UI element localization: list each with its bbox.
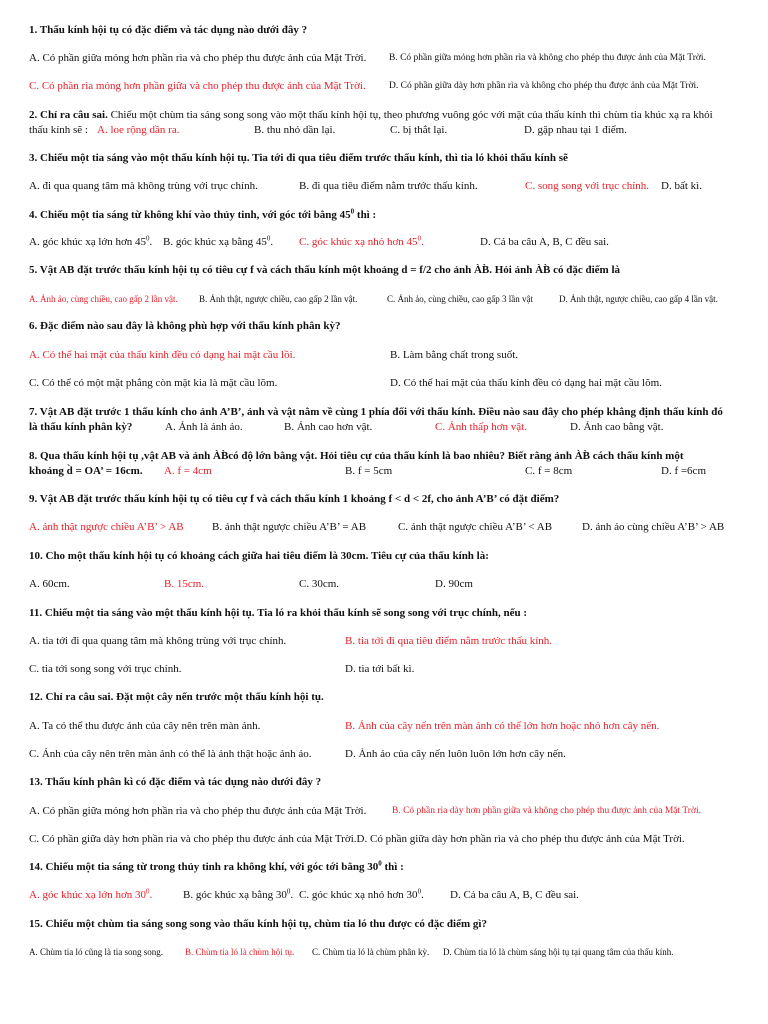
question-14-stem (29, 861, 404, 874)
question-11-option-a: A. tia tới đi qua quang tâm mà không trùng với trục chính. (29, 635, 287, 647)
question-3-stem: 3. Chiếu một tia sáng vào một thấu kính hội tụ. Tia tới đi qua tiêu điểm trước thấu kính, thì tia ló khỏi thấu kính sẽ (29, 152, 568, 164)
question-4-stem-degree: 0 (350, 207, 355, 216)
question-14-option-b: B. góc khúc xạ bằng $30^0$. (183, 887, 294, 901)
question-4-option-c-answer: C. góc khúc xạ nhỏ hơn $45^0$. (299, 234, 424, 248)
question-14-stem-text: 14. Chiếu một tia sáng từ trong thủy tinh ra không khí, với góc tới bằng 30 (29, 861, 379, 873)
question-7-option-d: D. Ảnh cao bằng vật. (570, 421, 664, 433)
question-6-option-d: D. Có thể hai mặt của thấu kính đều có dạng hai mặt cầu lõm. (390, 377, 662, 389)
question-15-option-c: C. Chùm tia ló là chùm phân kỳ. (312, 947, 430, 957)
question-14-stem-degree: 0 (378, 859, 382, 868)
question-4-option-d: D. Cả ba câu A, B, C đều sai. (480, 236, 609, 248)
question-1-option-c-answer: C. Có phần rìa mỏng hơn phần giữa và cho phép thu được ảnh của Mặt Trời. (29, 80, 366, 92)
question-9-option-a-answer: A. ảnh thật ngược chiều A’B’ > AB (29, 521, 184, 533)
question-10-option-d: D. 90cm (435, 578, 473, 590)
question-10-option-b-answer: B. 15cm. (164, 578, 205, 590)
question-9-option-c: C. ảnh thật ngược chiều A’B’ < AB (398, 521, 553, 533)
question-4-stem-text: 4. Chiếu một tia sáng từ không khí vào thủy tinh, với góc tới bằng 45 (29, 209, 351, 221)
question-3-option-b: B. đi qua tiêu điểm nằm trước thấu kính. (299, 180, 478, 192)
question-4-option-a: A. góc khúc xạ lớn hơn $45^0$. (29, 234, 153, 248)
question-9-option-d: D. ảnh ảo cùng chiều A’B’ > AB (582, 521, 725, 533)
question-12-option-b-answer: B. Ảnh của cây nến trên màn ảnh có thể lớn hơn hoặc nhỏ hơn cây nến. (345, 720, 660, 732)
question-10-stem: 10. Cho một thấu kính hội tụ có khoảng cách giữa hai tiêu điểm là 30cm. Tiêu cự của thấu kính là: (29, 550, 489, 562)
question-1-option-b: B. Có phần giữa mỏng hơn phần rìa và không cho phép thu được ảnh của Mặt Trời. (389, 53, 706, 63)
question-12-option-d: D. Ảnh ảo của cây nến luôn luôn lớn hơn cây nến. (345, 748, 566, 760)
question-15-option-b-answer: B. Chùm tia ló là chùm hội tụ. (185, 947, 295, 957)
question-8-option-d: D. f =6cm (661, 465, 706, 477)
question-12-stem: 12. Chỉ ra câu sai. Đặt một cây nến trước một thấu kính hội tụ. (29, 691, 324, 703)
question-3-option-c-answer: C. song song với trục chính. (525, 180, 650, 192)
question-8-stem: 8. Qua thấu kính hội tụ ,vật AB và ảnh ÀB̀có độ lớn bằng vật. Hỏi tiêu cự của thấu kính là bao nhiêu? Biết rằng ảnh ÀB̀ cách thấu kính một (29, 450, 684, 462)
question-4-stem-end: thì : (354, 209, 377, 221)
question-9-option-b: B. ảnh thật ngược chiều A’B’ = AB (212, 521, 367, 533)
question-1-option-d: D. Có phần giữa dày hơn phần rìa và không cho phép thu được ảnh của Mặt Trời. (389, 81, 699, 91)
question-12-option-a: A. Ta có thể thu được ảnh của cây nên trên màn ảnh. (29, 720, 261, 732)
question-14-option-a-answer: A. góc khúc xạ lớn hơn $30^0$. (29, 887, 153, 901)
question-6-stem: 6. Đặc điểm nào sau đây là không phù hợp với thấu kính phân kỳ? (29, 320, 341, 332)
question-9-stem: 9. Vật AB đặt trước thấu kính hội tụ có tiêu cự f và cách thấu kính 1 khoảng f < d < 2f, cho ảnh A’B’ có đặt điểm? (29, 493, 560, 505)
question-7-stem-line-2: là thấu kính phân kỳ? (29, 421, 133, 433)
question-14-stem-end: thì : (381, 861, 404, 873)
question-10-option-a: A. 60cm. (29, 578, 70, 590)
question-1-option-a: A. Có phần giữa mỏng hơn phần rìa và cho phép thu được ảnh của Mặt Trời. (29, 52, 367, 64)
question-13-options-row-2: C. Có phần giữa dày hơn phần rìa và cho phép thu được ảnh của Mặt Trời.D. Có phần giữa dày hơn phần rìa và cho phép thu được ảnh của Mặt Trời. (29, 833, 685, 845)
question-3-option-a: A. đi qua quang tâm mà không trùng với trục chính. (29, 180, 258, 192)
question-2-stem-bold: 2. Chỉ ra câu sai. (29, 109, 108, 121)
question-8-option-b: B. f = 5cm (345, 465, 393, 477)
question-7-option-a: A. Ảnh là ảnh ảo. (165, 421, 243, 433)
question-14-option-d: D. Cả ba câu A, B, C đều sai. (450, 889, 579, 901)
question-8-option-a-answer: A. f = 4cm (164, 465, 212, 477)
question-11-option-b-answer: B. tia tới đi qua tiêu điểm nằm trước thấu kính. (345, 635, 553, 647)
question-11-option-d: D. tia tới bất kì. (345, 663, 415, 675)
question-7-option-b: B. Ảnh cao hơn vật. (284, 421, 373, 433)
question-13-option-b-answer: B. Có phần rìa dày hơn phần giữa và không cho phép thu được ảnh của Mặt Trời. (392, 806, 702, 816)
question-15-stem: 15. Chiếu một chùm tia sáng song song vào thấu kính hội tụ, chùm tia ló thu được có đặc điểm gì? (29, 918, 487, 930)
question-4-stem (29, 209, 376, 222)
question-5-option-a-answer: A. Ảnh ảo, cùng chiều, cao gấp 2 lần vật. (29, 294, 178, 304)
question-15-option-d: D. Chùm tia ló là chùm sáng hội tụ tại quang tâm của thấu kính. (443, 947, 674, 957)
question-6-option-b: B. Làm bằng chất trong suốt. (390, 349, 519, 361)
question-14-option-c: C. góc khúc xạ nhỏ hơn $30^0$. (299, 887, 424, 901)
question-2-option-c: C. bị thắt lại. (390, 124, 448, 136)
question-4-option-b: B. góc khúc xạ bằng $45^0$. (163, 234, 274, 248)
question-5-stem: 5. Vật AB đặt trước thấu kính hội tụ có tiêu cự f và cách thấu kính một khoảng d = f/2 cho ảnh ÀB̀. Hỏi ảnh ÀB̀ có đặc điểm là (29, 264, 621, 276)
question-2-stem (29, 109, 713, 122)
question-7-option-c-answer: C. Ảnh thấp hơn vật. (435, 421, 527, 433)
question-11-stem: 11. Chiếu một tia sáng vào một thấu kính hội tụ. Tia ló ra khỏi thấu kính sẽ song song với trục chính, nếu : (29, 607, 528, 619)
question-6-option-a-answer: A. Có thể hai mặt của thấu kính đều có dạng hai mặt cầu lồi. (29, 349, 296, 361)
question-5-option-d: D. Ảnh thật, ngược chiều, cao gấp 4 lần vật. (559, 294, 718, 304)
question-1-stem: 1. Thấu kính hội tụ có đặc điểm và tác dụng nào dưới đây ? (29, 24, 308, 36)
question-8-stem-line-2: khoảng d̀ = OA’ = 16cm. (29, 465, 143, 477)
question-8-option-c: C. f = 8cm (525, 465, 573, 477)
question-2-option-a-answer: A. loe rộng dần ra. (97, 124, 180, 136)
question-7-stem: 7. Vật AB đặt trước 1 thấu kính cho ảnh A’B’, ảnh và vật nằm về cùng 1 phía đối với thấu kính. Điều nào sau đây cho phép khẳng định thấu kính đó (29, 406, 723, 418)
question-2-option-d: D. gặp nhau tại 1 điểm. (524, 124, 627, 136)
question-2-option-b: B. thu nhỏ dần lại. (254, 124, 336, 136)
question-13-option-a: A. Có phần giữa mỏng hơn phần rìa và cho phép thu được ảnh của Mặt Trời. (29, 805, 367, 817)
question-2-stem-rest: Chiếu một chùm tia sáng song song vào một thấu kính hội tụ, theo phương vuông góc với mặt của thấu kính thì chùm tia khúc xạ ra khỏi (110, 109, 713, 121)
question-11-option-c: C. tia tới song song với trục chính. (29, 663, 182, 675)
question-13-stem: 13. Thấu kính phân kì có đặc điểm và tác dụng nào dưới đây ? (29, 776, 322, 788)
question-6-option-c: C. Có thể có một mặt phẳng còn mặt kia là mặt cầu lõm. (29, 377, 278, 389)
question-3-option-d: D. bất kì. (661, 180, 702, 192)
question-12-option-c: C. Ảnh của cây nên trên màn ảnh có thể là ảnh thật hoặc ảnh ảo. (29, 748, 312, 760)
question-5-option-b: B. Ảnh thật, ngược chiều, cao gấp 2 lần vật. (199, 294, 358, 304)
question-15-option-a: A. Chùm tia ló cũng là tia song song. (29, 947, 163, 957)
question-2-stem-line-2: thấu kính sẽ : (29, 124, 88, 136)
question-5-option-c: C. Ảnh ảo, cùng chiều, cao gấp 3 lần vật (387, 294, 533, 304)
question-10-option-c: C. 30cm. (299, 578, 340, 590)
